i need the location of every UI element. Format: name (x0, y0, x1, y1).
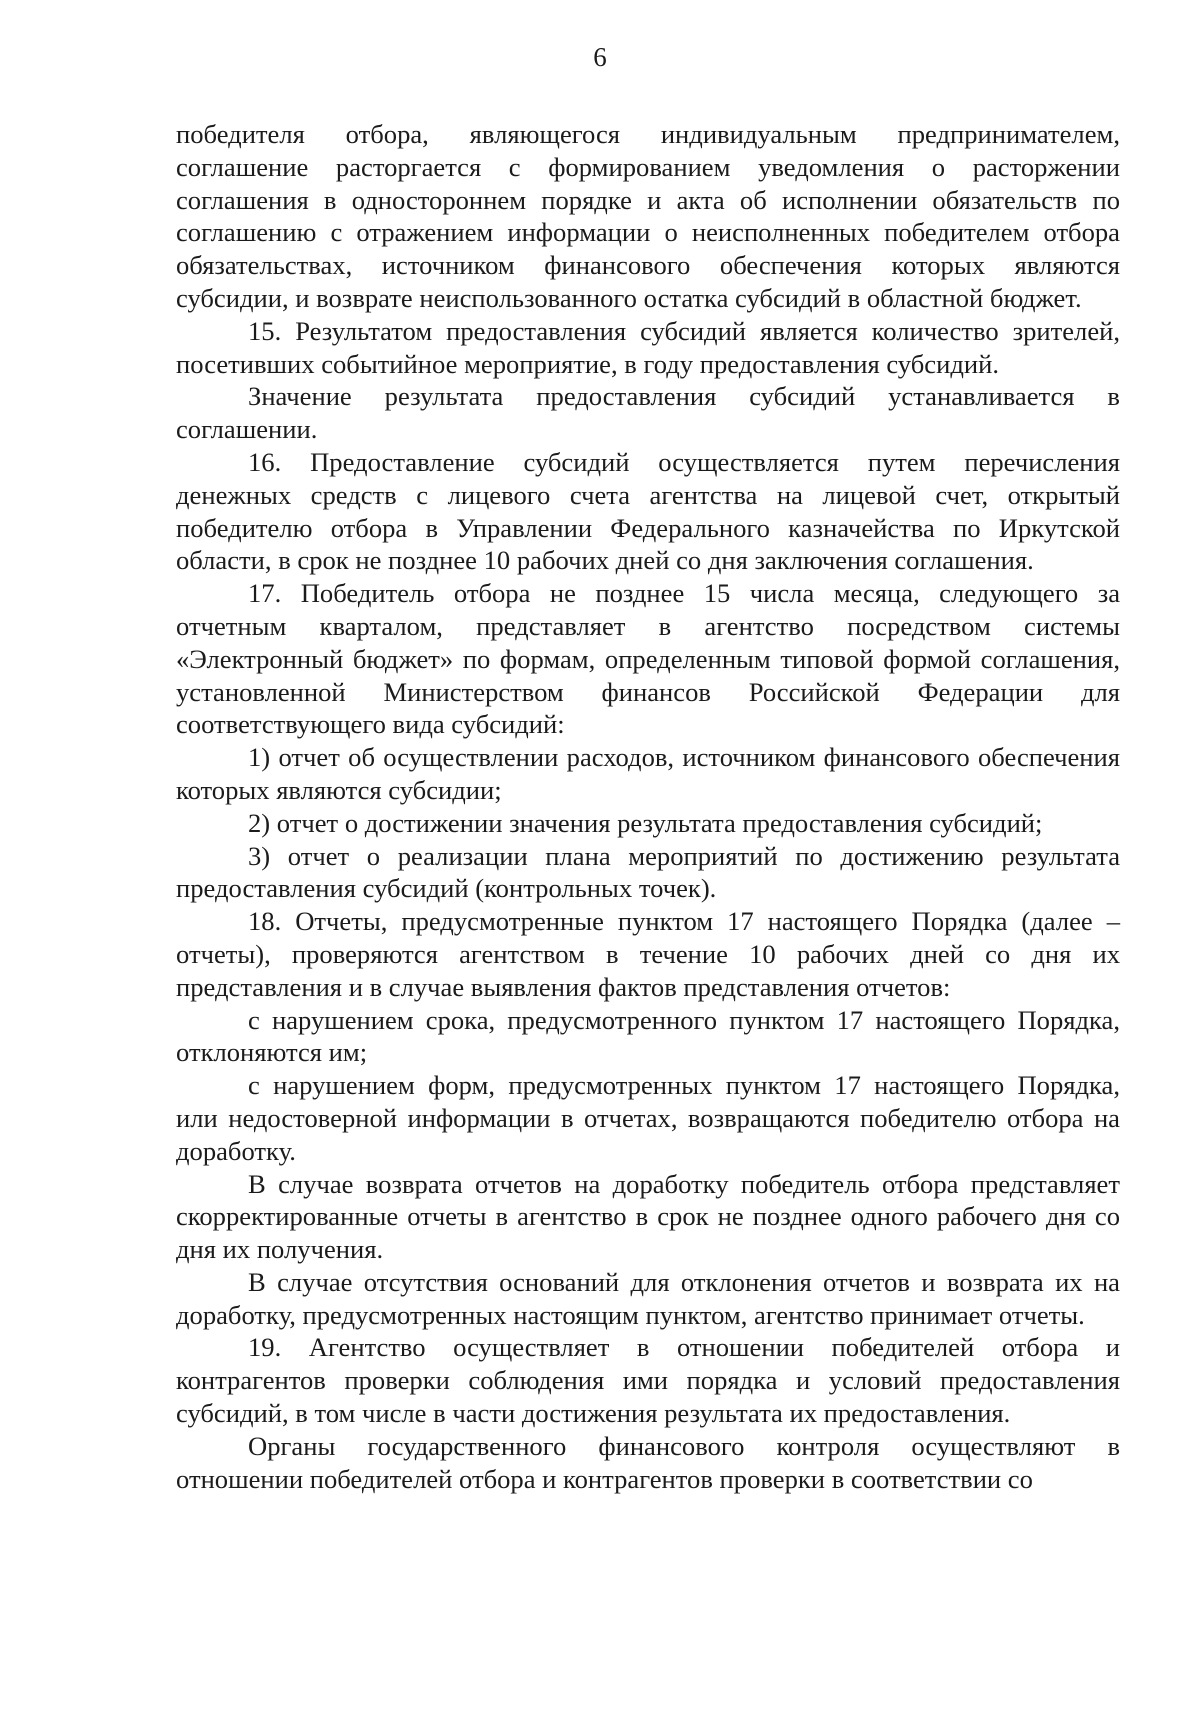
paragraph-deadline-violation: с нарушением срока, предусмотренного пунктом 17 настоящего Порядка, отклоняются им; (176, 1004, 1120, 1068)
paragraph-subitem-1: 1) отчет об осуществлении расходов, источником финансового обеспечения которых являются субсидии; (176, 742, 1120, 805)
paragraph-item-18: 18. Отчеты, предусмотренные пунктом 17 настоящего Порядка (далее – отчеты), проверяются агентством в течение 10 рабочих дней со дня их представления и в случае выявления фактов представления отчетов: (176, 906, 1120, 1002)
paragraph-item-15: 15. Результатом предоставления субсидий является количество зрителей, посетивших событийное мероприятие, в году предоставления субсидий. (176, 315, 1120, 379)
paragraph-subitem-3: 3) отчет о реализации плана мероприятий по достижению результата предоставления субсидий (контрольных точек). (176, 840, 1120, 904)
paragraph-form-violation: с нарушением форм, предусмотренных пунктом 17 настоящего Порядка, или недостоверной информации в отчетах, возвращаются победителю отбора на доработку. (176, 1070, 1120, 1166)
paragraph-continuation: победителя отбора, являющегося индивидуальным предпринимателем, соглашение расторгается с формированием уведомления о расторжении соглашения в одностороннем порядке и акта об исполнении обязательств по соглашению с отражением информации о неисполненных победителем отбора обязательствах, источником финансового обеспечения которых являются субсидии, и возврате неиспользованного остатка субсидий в областной бюджет. (176, 119, 1120, 313)
paragraph-return-for-revision: В случае возврата отчетов на доработку победитель отбора представляет скорректированные отчеты в агентство в срок не позднее одного рабочего дня со дня их получения. (176, 1168, 1120, 1265)
document-body (176, 118, 1120, 1495)
paragraph-item-17: 17. Победитель отбора не позднее 15 числа месяца, следующего за отчетным кварталом, представляет в агентство посредством системы «Электронный бюджет» по формам, определенным типовой формой соглашения, установленной Министерством финансов Российской Федерации для соответствующего вида субсидий: (176, 578, 1120, 740)
paragraph-item-16: 16. Предоставление субсидий осуществляется путем перечисления денежных средств с лицевого счета агентства на лицевой счет, открытый победителю отбора в Управлении Федерального казначейства по Иркутской области, в срок не позднее 10 рабочих дней со дня заключения соглашения. (176, 446, 1120, 576)
paragraph-financial-control: Органы государственного финансового контроля осуществляют в отношении победителей отбора и контрагентов проверки в соответствии со (176, 1430, 1120, 1494)
page-number: 6 (593, 42, 607, 72)
paragraph-item-19: 19. Агентство осуществляет в отношении победителей отбора и контрагентов проверки соблюдения ими порядка и условий предоставления субсидий, в том числе в части достижения результата их предоставления. (176, 1332, 1120, 1429)
paragraph-result-value: Значение результата предоставления субсидий устанавливается в соглашении. (176, 381, 1120, 445)
paragraph-subitem-2: 2) отчет о достижении значения результата предоставления субсидий; (248, 807, 1043, 838)
paragraph-acceptance: В случае отсутствия оснований для отклонения отчетов и возврата их на доработку, предусмотренных настоящим пунктом, агентство принимает отчеты. (176, 1266, 1120, 1330)
